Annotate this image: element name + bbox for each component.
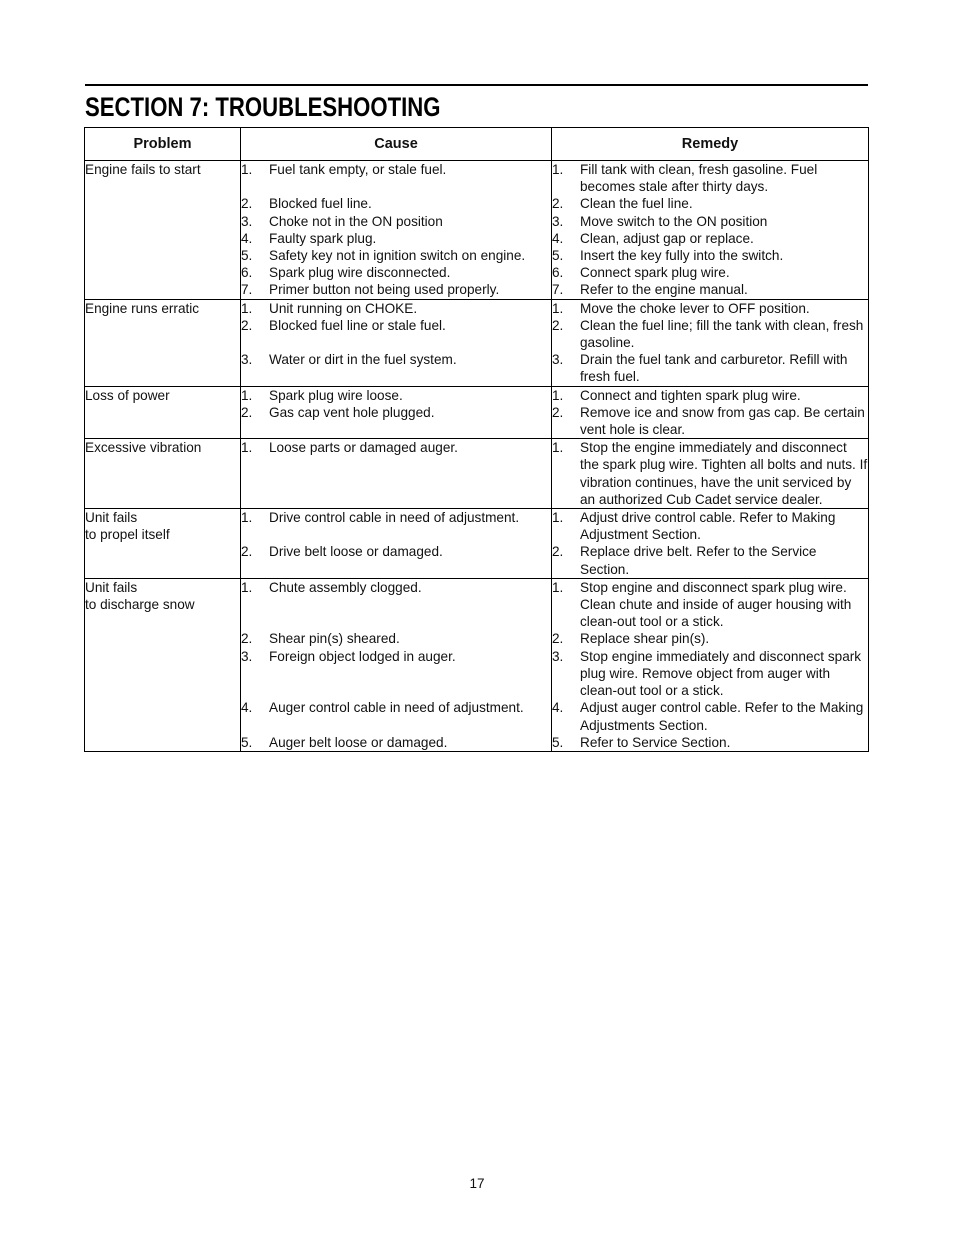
problem-text: Engine runs erratic bbox=[85, 300, 200, 316]
item-number: 5. bbox=[241, 734, 253, 750]
item-text: Connect spark plug wire. bbox=[580, 265, 730, 281]
item-text: Auger belt loose or damaged. bbox=[269, 734, 448, 750]
table-row bbox=[85, 439, 869, 509]
item-number: 2. bbox=[552, 631, 564, 647]
problem-cell bbox=[85, 578, 241, 751]
item-number: 2. bbox=[552, 196, 564, 212]
remedy-item bbox=[552, 213, 868, 230]
item-text: Water or dirt in the fuel system. bbox=[269, 352, 457, 368]
table-row bbox=[85, 509, 869, 579]
item-number: 4. bbox=[241, 230, 253, 246]
cause-item bbox=[241, 387, 551, 404]
cause-item bbox=[241, 509, 551, 526]
item-text: Spark plug wire loose. bbox=[269, 387, 403, 403]
item-number: 3. bbox=[241, 213, 253, 229]
item-number: 2. bbox=[552, 317, 564, 333]
table-row bbox=[85, 578, 869, 751]
page-number: 17 bbox=[469, 1176, 485, 1191]
remedy-cell bbox=[552, 439, 869, 509]
item-text: Choke not in the ON position bbox=[269, 213, 443, 229]
cause-cell bbox=[241, 578, 552, 751]
problem-cell bbox=[85, 386, 241, 439]
cause-item bbox=[241, 161, 551, 178]
cause-item bbox=[241, 630, 551, 647]
item-text: Clean the fuel line. bbox=[580, 196, 693, 212]
item-text: Safety key not in ignition switch on engine. bbox=[269, 248, 526, 263]
item-text: Loose parts or damaged auger. bbox=[269, 440, 458, 456]
remedy-cell bbox=[552, 161, 869, 300]
cause-item bbox=[241, 213, 551, 230]
remedy-item bbox=[552, 247, 868, 264]
problem-text: Loss of power bbox=[85, 387, 170, 403]
problem-cell bbox=[85, 439, 241, 509]
item-text: Foreign object lodged in auger. bbox=[269, 648, 456, 664]
item-text: Spark plug wire disconnected. bbox=[269, 265, 451, 281]
remedy-cell bbox=[552, 386, 869, 439]
cause-item bbox=[241, 264, 551, 281]
cause-item bbox=[241, 281, 551, 298]
header-rule bbox=[85, 84, 868, 86]
cause-cell bbox=[241, 386, 552, 439]
remedy-item bbox=[552, 734, 868, 751]
cause-cell bbox=[241, 161, 552, 300]
item-text: Stop the engine immediately and disconnect the spark plug wire. Tighten all bolts and nuts. If vibration continues, have the unit serviced by an authorized Cub Cadet service dealer. bbox=[580, 440, 868, 507]
item-number: 1. bbox=[552, 162, 564, 177]
remedy-item bbox=[552, 630, 868, 647]
item-text: Blocked fuel line or stale fuel. bbox=[269, 317, 446, 333]
item-text: Chute assembly clogged. bbox=[269, 579, 422, 595]
item-number: 5. bbox=[241, 248, 253, 263]
item-number: 2. bbox=[241, 404, 253, 420]
item-number: 1. bbox=[241, 510, 253, 526]
item-number: 7. bbox=[241, 282, 253, 298]
remedy-item bbox=[552, 317, 868, 351]
remedy-item bbox=[552, 699, 868, 733]
item-number: 2. bbox=[241, 317, 253, 333]
remedy-item bbox=[552, 543, 868, 577]
table-row bbox=[85, 386, 869, 439]
item-number: 1. bbox=[241, 300, 253, 316]
item-number: 1. bbox=[552, 510, 564, 526]
item-text: Drive belt loose or damaged. bbox=[269, 544, 443, 560]
item-number: 4. bbox=[241, 700, 253, 716]
problem-column-header: Problem bbox=[85, 128, 241, 161]
remedy-item bbox=[552, 404, 868, 438]
remedy-item bbox=[552, 230, 868, 247]
remedy-item bbox=[552, 579, 868, 631]
remedy-item bbox=[552, 351, 868, 385]
cause-item bbox=[241, 579, 551, 596]
item-text: Fuel tank empty, or stale fuel. bbox=[269, 162, 447, 177]
problem-cell bbox=[85, 299, 241, 386]
problem-text: Excessive vibration bbox=[85, 440, 202, 456]
table-row bbox=[85, 161, 869, 300]
problem-text: Unit fails to discharge snow bbox=[85, 579, 195, 613]
item-text: Refer to the engine manual. bbox=[580, 282, 748, 298]
item-number: 3. bbox=[552, 213, 564, 229]
item-text: Drain the fuel tank and carburetor. Refill with fresh fuel. bbox=[580, 352, 848, 385]
item-number: 3. bbox=[241, 352, 253, 368]
item-text: Remove ice and snow from gas cap. Be certain vent hole is clear. bbox=[580, 404, 865, 438]
remedy-cell bbox=[552, 578, 869, 751]
item-text: Move switch to the ON position bbox=[580, 213, 768, 229]
remedy-item bbox=[552, 264, 868, 281]
item-number: 1. bbox=[552, 387, 564, 403]
cause-item bbox=[241, 247, 551, 264]
item-number: 2. bbox=[241, 196, 253, 212]
item-text: Refer to Service Section. bbox=[580, 734, 731, 750]
cause-item bbox=[241, 648, 551, 665]
cause-cell bbox=[241, 439, 552, 509]
item-number: 4. bbox=[552, 700, 564, 716]
cause-item bbox=[241, 351, 551, 368]
remedy-item bbox=[552, 161, 868, 195]
item-number: 1. bbox=[241, 440, 253, 456]
item-number: 6. bbox=[241, 265, 253, 281]
remedy-item bbox=[552, 648, 868, 700]
item-text: Insert the key fully into the switch. bbox=[580, 248, 784, 264]
remedy-item bbox=[552, 300, 868, 317]
cause-item bbox=[241, 699, 551, 716]
cause-item bbox=[241, 543, 551, 560]
item-number: 3. bbox=[552, 648, 564, 664]
item-text: Move the choke lever to OFF position. bbox=[580, 300, 810, 316]
item-number: 2. bbox=[241, 544, 253, 560]
cause-item bbox=[241, 230, 551, 247]
table-row bbox=[85, 299, 869, 386]
item-number: 5. bbox=[552, 734, 564, 750]
item-text: Stop engine immediately and disconnect spark plug wire. Remove object from auger with clean-out tool or a stick. bbox=[580, 648, 862, 699]
item-number: 1. bbox=[552, 300, 564, 316]
item-text: Fill tank with clean, fresh gasoline. Fuel becomes stale after thirty days. bbox=[580, 162, 818, 195]
remedy-column-header: Remedy bbox=[552, 128, 869, 161]
cause-item bbox=[241, 439, 551, 456]
remedy-item bbox=[552, 281, 868, 298]
item-number: 2. bbox=[241, 631, 253, 647]
problem-cell bbox=[85, 509, 241, 579]
remedy-item bbox=[552, 439, 868, 508]
item-text: Replace shear pin(s). bbox=[580, 631, 710, 647]
cause-item bbox=[241, 734, 551, 751]
item-text: Drive control cable in need of adjustment. bbox=[269, 510, 520, 526]
table-body bbox=[85, 161, 869, 752]
problem-text: Unit fails to propel itself bbox=[85, 510, 170, 543]
item-number: 1. bbox=[552, 440, 564, 456]
item-number: 5. bbox=[552, 248, 564, 264]
item-text: Auger control cable in need of adjustment. bbox=[269, 700, 524, 716]
item-text: Gas cap vent hole plugged. bbox=[269, 404, 435, 420]
item-number: 3. bbox=[241, 648, 253, 664]
item-text: Adjust drive control cable. Refer to Making Adjustment Section. bbox=[580, 510, 836, 543]
item-number: 1. bbox=[241, 162, 253, 177]
item-text: Unit running on CHOKE. bbox=[269, 300, 418, 316]
cause-cell bbox=[241, 299, 552, 386]
remedy-cell bbox=[552, 299, 869, 386]
item-number: 3. bbox=[552, 352, 564, 368]
item-text: Blocked fuel line. bbox=[269, 196, 372, 212]
item-number: 6. bbox=[552, 265, 564, 281]
remedy-item bbox=[552, 387, 868, 404]
cause-cell bbox=[241, 509, 552, 579]
section-title: SECTION 7: TROUBLESHOOTING bbox=[85, 92, 441, 122]
item-number: 2. bbox=[552, 544, 564, 560]
item-text: Shear pin(s) sheared. bbox=[269, 631, 400, 647]
item-number: 4. bbox=[552, 230, 564, 246]
item-number: 2. bbox=[552, 404, 564, 420]
problem-text: Engine fails to start bbox=[85, 162, 201, 177]
item-text: Stop engine and disconnect spark plug wire. Clean chute and inside of auger housing with clean-out tool or a stick. bbox=[580, 579, 852, 630]
item-text: Adjust auger control cable. Refer to the Making Adjustments Section. bbox=[580, 700, 864, 733]
cause-item bbox=[241, 300, 551, 317]
remedy-cell bbox=[552, 509, 869, 579]
remedy-item bbox=[552, 509, 868, 543]
item-text: Faulty spark plug. bbox=[269, 230, 377, 246]
item-number: 1. bbox=[241, 579, 253, 595]
item-text: Connect and tighten spark plug wire. bbox=[580, 387, 801, 403]
troubleshooting-table bbox=[84, 127, 869, 752]
cause-item bbox=[241, 317, 551, 334]
item-number: 1. bbox=[552, 579, 564, 595]
cause-item bbox=[241, 404, 551, 421]
cause-item bbox=[241, 195, 551, 212]
cause-column-header: Cause bbox=[241, 128, 552, 161]
table-header-row bbox=[85, 128, 869, 161]
item-text: Replace drive belt. Refer to the Service Section. bbox=[580, 544, 817, 577]
item-text: Clean the fuel line; fill the tank with clean, fresh gasoline. bbox=[580, 317, 864, 351]
item-number: 1. bbox=[241, 387, 253, 403]
remedy-item bbox=[552, 195, 868, 212]
problem-cell bbox=[85, 161, 241, 300]
item-text: Primer button not being used properly. bbox=[269, 282, 500, 298]
item-text: Clean, adjust gap or replace. bbox=[580, 230, 754, 246]
item-number: 7. bbox=[552, 282, 564, 298]
